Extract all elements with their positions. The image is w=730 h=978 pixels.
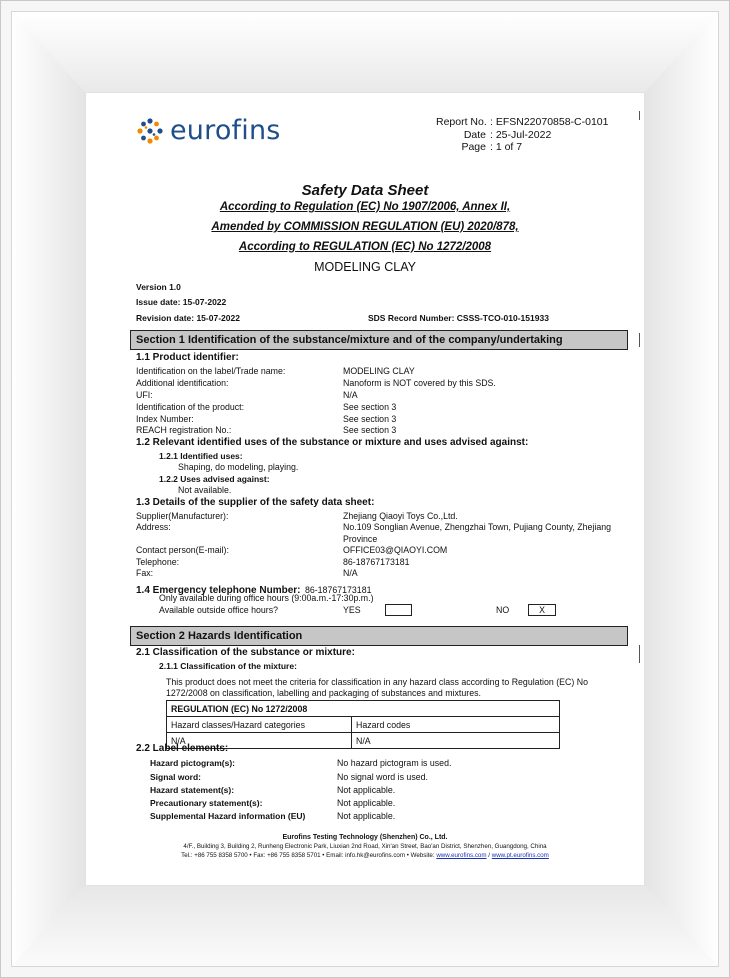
identifier-label: Identification on the label/Trade name: [136,366,286,376]
no-checkbox [528,604,556,616]
table-cell: N/A [167,733,352,749]
document-title: Safety Data Sheet [301,182,429,199]
report-info [436,116,609,154]
logo-wordmark: eurofins [170,115,281,146]
footer-contact: Tel.: +86 755 8358 5700 • Fax: +86 755 8358 5701 • Email: info.hk@eurofins.com • Website: [181,852,435,859]
footer-separator: / [488,852,491,859]
regulation-table [166,700,560,749]
regulation-line-1: According to Regulation (EC) No 1907/2006, Annex II, [219,201,511,213]
label-element-value: Not applicable. [337,811,396,821]
table-header-cell: Hazard classes/Hazard categories [167,717,352,733]
label-element-value: Not applicable. [337,785,396,795]
eurofins-dots-icon [136,117,164,145]
margin-mark [639,111,640,120]
yes-label: YES [343,605,361,615]
supplier-value: N/A [343,568,358,578]
footer-contact-line [86,852,644,859]
identifier-value: Nanoform is NOT covered by this SDS. [343,378,496,388]
table-title: REGULATION (EC) No 1272/2008 [167,701,560,717]
identified-uses-heading: 1.2 Relevant identified uses of the substance or mixture and uses advised against: [136,437,529,448]
version: Version 1.0 [136,282,181,292]
regulation-line-3: According to REGULATION (EC) No 1272/2008 [238,241,492,253]
footer-company: Eurofins Testing Technology (Shenzhen) Co., Ltd. [282,834,448,841]
section-1-heading: Section 1 Identification of the substance/mixture and of the company/undertaking [130,330,628,350]
classification-paragraph-line-2: 1272/2008 on classification, labelling and packaging of substances and mixtures. [166,688,481,698]
identifier-label: Identification of the product: [136,402,245,412]
supplier-label: Telephone: [136,557,180,567]
supplier-value: Province [343,534,378,544]
supplier-label: Fax: [136,568,154,578]
classification-subheading: 2.1.1 Classification of the mixture: [159,661,297,671]
document-page [86,93,644,885]
footer-website-link[interactable]: www.eurofins.com [436,852,487,859]
yes-checkbox [385,604,412,616]
outside-hours-question: Available outside office hours? [159,605,279,615]
no-label: NO [496,605,510,615]
revision-date: Revision date: 15-07-2022 [136,313,240,323]
identifier-value: See section 3 [343,402,397,412]
identifier-value: MODELING CLAY [343,366,415,376]
report-no-value: : EFSN22070858-C-0101 [490,116,609,128]
label-element-label: Hazard statement(s): [150,785,235,795]
table-row [167,701,560,717]
identifier-label: Additional identification: [136,378,229,388]
supplier-value: No.109 Songlian Avenue, Zhengzhai Town, Pujiang County, Zhejiang [343,522,612,532]
supplier-heading: 1.3 Details of the supplier of the safety data sheet: [136,497,375,508]
supplier-value: OFFICE03@QIAOYI.COM [343,545,448,555]
supplier-label: Supplier(Manufacturer): [136,511,229,521]
identifier-label: UFI: [136,390,153,400]
footer-address: 4/F., Building 3, Building 2, Runheng Electronic Park, Liuxian 2nd Road, Xin'an Street, Bao'an District, Shenzhen, Guangdong, China [183,843,547,850]
office-hours-note: Only available during office hours (9:00a.m.-17:30p.m.) [159,593,374,603]
footer-website-link-pt[interactable]: www.pt.eurofins.com [491,852,549,859]
identified-uses-subheading: 1.2.1 Identified uses: [159,451,243,461]
emergency-phone-heading: 1.4 Emergency telephone Number: [136,585,301,596]
identifier-value: N/A [343,390,358,400]
label-element-label: Supplemental Hazard information (EU) [150,811,306,821]
eurofins-logo [136,115,281,146]
product-name: MODELING CLAY [314,260,416,274]
label-element-value: No hazard pictogram is used. [337,758,452,768]
label-element-label: Hazard pictogram(s): [150,758,236,768]
label-element-value: Not applicable. [337,798,396,808]
supplier-value: 86-18767173181 [343,557,410,567]
identified-uses-text: Shaping, do modeling, playing. [178,462,299,472]
identifier-label: REACH registration No.: [136,425,232,435]
table-row [167,717,560,733]
identifier-value: See section 3 [343,425,397,435]
label-element-value: No signal word is used. [337,772,428,782]
page-label: Page [461,141,486,153]
date-label: Date [463,128,486,141]
sds-record-number: SDS Record Number: CSSS-TCO-010-151933 [368,313,549,323]
uses-advised-against-text: Not available. [178,485,232,495]
product-identifier-heading: 1.1 Product identifier: [136,352,239,363]
table-header-cell: Hazard codes [352,717,560,733]
identifier-value: See section 3 [343,414,397,424]
table-cell: N/A [352,733,560,749]
date-value: : 25-Jul-2022 [490,128,552,141]
section-2-heading: Section 2 Hazards Identification [130,626,628,646]
supplier-label: Address: [136,522,171,532]
label-elements-heading: 2.2 Label elements: [136,743,229,754]
uses-advised-against-subheading: 1.2.2 Uses advised against: [159,474,270,484]
margin-mark [639,333,640,347]
page-value: : 1 of 7 [490,141,523,153]
no-checkbox-mark: X [539,605,545,615]
label-element-label: Precautionary statement(s): [150,798,263,808]
identifier-label: Index Number: [136,414,194,424]
supplier-label: Contact person(E-mail): [136,545,229,555]
supplier-value: Zhejiang Qiaoyi Toys Co.,Ltd. [343,511,458,521]
classification-heading: 2.1 Classification of the substance or mixture: [136,647,355,658]
label-element-label: Signal word: [150,772,201,782]
classification-paragraph-line-1: This product does not meet the criteria for classification in any hazard class according to Regulation (EC) No [166,677,588,687]
report-no-label: Report No. [436,116,487,128]
regulation-line-2: Amended by COMMISSION REGULATION (EU) 2020/878, [211,221,519,233]
margin-mark [639,645,640,663]
emergency-phone-value: 86-18767173181 [304,585,372,595]
issue-date: Issue date: 15-07-2022 [136,297,227,307]
